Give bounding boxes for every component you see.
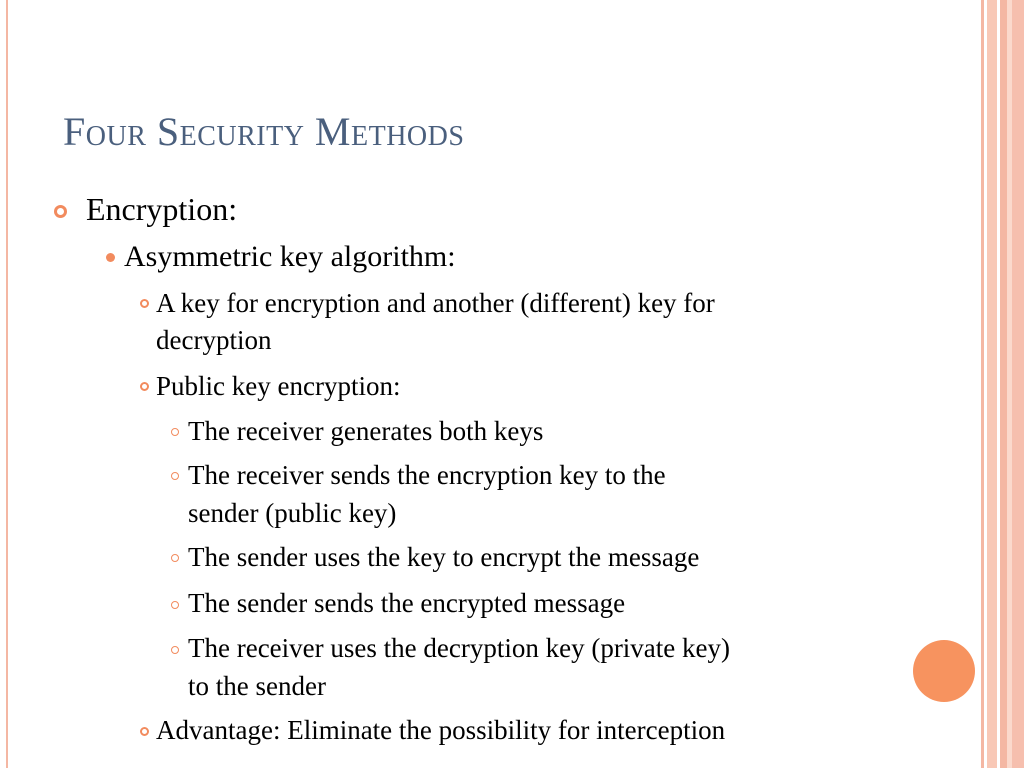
ring-bullet-icon	[171, 428, 179, 436]
ring-bullet-icon	[171, 554, 179, 562]
bullet-asymmetric: Asymmetric key algorithm:	[124, 240, 456, 273]
ring-bullet-icon	[140, 727, 149, 736]
bullet-sender-sends: The sender sends the encrypted message	[188, 588, 626, 618]
left-frame-line	[6, 0, 8, 768]
bullet-key-line2: decryption	[156, 325, 272, 355]
bullet-advantage: Advantage: Eliminate the possibility for interception	[156, 715, 726, 745]
ring-bullet-icon	[171, 601, 179, 609]
bullet-encryption: Encryption:	[86, 191, 238, 227]
bullet-receiver-generates: The receiver generates both keys	[188, 416, 544, 446]
ring-bullet-icon	[140, 382, 149, 391]
ring-bullet-icon	[171, 472, 179, 480]
bullet-receiver-sends-line1: The receiver sends the encryption key to the	[188, 460, 666, 490]
bullet-receiver-sends-line2: sender (public key)	[188, 498, 397, 528]
bullet-public-key: Public key encryption:	[156, 371, 401, 401]
ring-bullet-icon	[54, 205, 67, 218]
right-frame-bands	[978, 0, 1024, 768]
bullet-sender-uses: The sender uses the key to encrypt the message	[188, 542, 700, 572]
slide-title: Four Security Methods	[63, 109, 465, 154]
dot-bullet-icon	[106, 253, 115, 262]
bullet-receiver-uses-line2: to the sender	[188, 671, 326, 701]
decorative-circle	[913, 640, 975, 702]
bullet-receiver-uses-line1: The receiver uses the decryption key (private key)	[188, 633, 731, 663]
bullet-key-line1: A key for encryption and another (different) key for	[156, 288, 715, 318]
ring-bullet-icon	[140, 299, 149, 308]
ring-bullet-icon	[171, 646, 179, 654]
